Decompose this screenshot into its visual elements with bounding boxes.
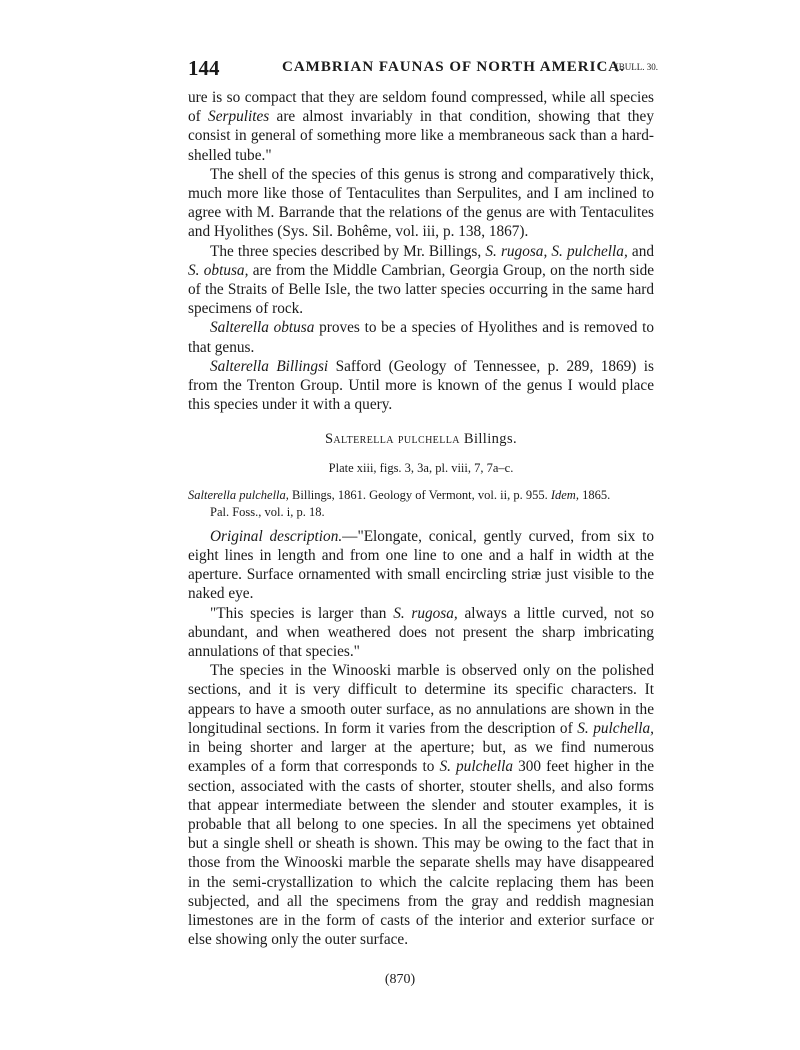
section-heading: Salterella pulchella Billings. (324, 431, 518, 448)
bulletin-ref: [BULL. 30. (615, 62, 658, 72)
body-text (188, 88, 654, 949)
paragraph-continuation: ure is so compact that they are seldom found compressed, while all species of Serpulites are almost invariably in that condition, showing that they consist in general of something more like a membraneous sack than a hard-shelled tube." (188, 89, 654, 164)
paragraph-three-species: The three species described by Mr. Billings, S. rugosa, S. pulchella, and S. obtusa, are from the Middle Cambrian, Georgia Group, on the north side of the Straits of Belle Isle, the two latter species occurring in the same hard specimens of rock. (188, 242, 655, 318)
synonymy: Salterella pulchella, Billings, 1861. Geology of Vermont, vol. ii, p. 955. Idem, 1865. Pal. Foss., vol. i, p. 18. (188, 487, 611, 519)
description-winooski: The species in the Winooski marble is observed only on the polished sections, and it is very difficult to determine its specific characters. It appears to have a smooth outer surface, as no annulations are shown in the longitudinal sections. In form it varies from the description of S. pulchella, in being shorter and larger at the aperture; but, as we find numerous examples of a form that corresponds to S. pulchella 300 feet higher in the section, associated with the casts of shorter, stouter shells, and also forms that appear intermediate between the slender and stouter examples, it is probable that all belong to one species. In all the specimens yet obtained but a single shell or sheath is shown. This may be owing to the fact that in those from the Winooski marble the separate shells may have disappeared in the semi-crystallization to which the calcite replacing them has been subjected, and all the specimens from the gray and reddish magnesian limestones are in the form of casts of the interior and exterior surface or else showing only the outer surface. (188, 662, 654, 949)
signature-mark: (870) (384, 972, 416, 987)
description-comparison: "This species is larger than S. rugosa, always a little curved, not so abundant, and when weathered does not present the sharp imbricating annulations of that species." (188, 604, 654, 661)
page-header (188, 56, 658, 80)
paragraph-obtusa: Salterella obtusa proves to be a species of Hyolithes and is removed to that genus. (188, 319, 655, 356)
plate-reference: Plate xiii, figs. 3, 3a, pl. viii, 7, 7a–c. (328, 460, 514, 475)
page-number: 144 (188, 56, 220, 80)
paragraph-shell: The shell of the species of this genus is strong and comparatively thick, much more like those of Tentaculites than Serpulites, and I am inclined to agree with M. Barrande that the relations of the genus are with Tentaculites and Hyolithes (Sys. Sil. Bohême, vol. iii, p. 138, 1867). (188, 165, 654, 241)
paragraph-billingsi: Salterella Billingsi Safford (Geology of Tennessee, p. 289, 1869) is from the Trenton Group. Until more is known of the genus I would place this species under it with a query. (188, 357, 655, 414)
original-description: Original description.—"Elongate, conical, gently curved, from six to eight lines in length and from one line to one and a half in width at the aperture. Surface ornamented with small encircling striæ just visible to the naked eye. (188, 527, 654, 603)
running-title: CAMBRIAN FAUNAS OF NORTH AMERICA. (282, 59, 625, 75)
